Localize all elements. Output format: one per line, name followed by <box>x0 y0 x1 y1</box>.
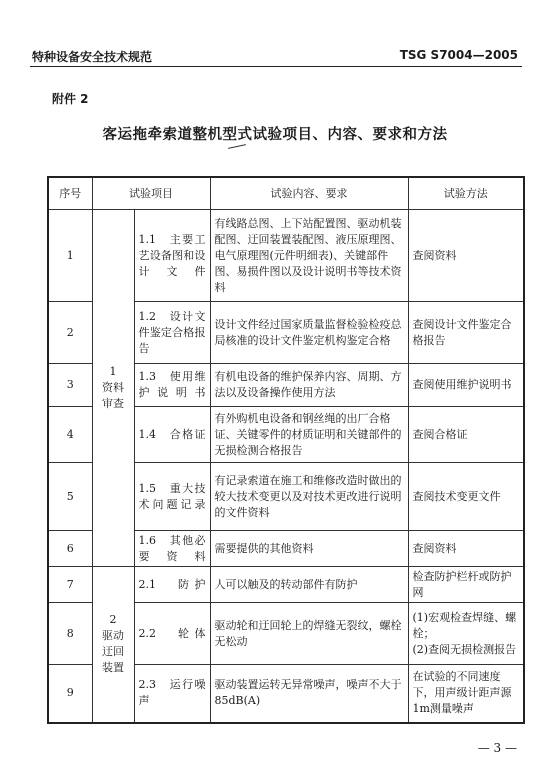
row-item: 2.3 运行噪声 <box>134 665 210 723</box>
test-items-table <box>47 176 525 724</box>
row-method: 查阅资料 <box>408 210 524 302</box>
row-content: 有外购机电设备和钢丝绳的出厂合格证、关键零件的材质证明和关键部件的无损检测合格报告 <box>210 407 408 463</box>
row-num: 1 <box>48 210 92 302</box>
row-content: 人可以触及的转动部件有防护 <box>210 567 408 603</box>
row-item: 2.1 防护 <box>134 567 210 603</box>
header-rule <box>30 66 522 67</box>
row-num: 8 <box>48 603 92 665</box>
row-content: 需要提供的其他资料 <box>210 531 408 567</box>
row-method: 查阅合格证 <box>408 407 524 463</box>
row-content: 设计文件经过国家质量监督检验检疫总局核准的设计文件鉴定机构鉴定合格 <box>210 302 408 364</box>
row-item: 1.1 主要工艺设备图和设计文件 <box>134 210 210 302</box>
header-num: 序号 <box>48 177 92 210</box>
row-content: 有记录索道在施工和维修改造时做出的较大技术变更以及对技术更改进行说明的文件资料 <box>210 463 408 531</box>
row-num: 9 <box>48 665 92 723</box>
row-num: 4 <box>48 407 92 463</box>
row-item: 1.6 其他必要资料 <box>134 531 210 567</box>
pen-mark <box>228 144 246 149</box>
row-method: (1)宏观检查焊缝、螺栓； (2)查阅无损检测报告 <box>408 603 524 665</box>
row-content: 驱动装置运转无异常噪声，噪声不大于 85dB(A) <box>210 665 408 723</box>
row-method: 查阅使用维护说明书 <box>408 364 524 407</box>
row-item: 1.2 设计文件鉴定合格报告 <box>134 302 210 364</box>
row-method: 查阅设计文件鉴定合格报告 <box>408 302 524 364</box>
row-num: 2 <box>48 302 92 364</box>
header-method: 试验方法 <box>408 177 524 210</box>
header-standard-code: TSG S7004—2005 <box>399 48 518 62</box>
header-spec-title: 特种设备安全技术规范 <box>32 50 153 64</box>
row-num: 7 <box>48 567 92 603</box>
row-num: 3 <box>48 364 92 407</box>
row-item: 2.2 轮体 <box>134 603 210 665</box>
row-num: 6 <box>48 531 92 567</box>
annex-label: 附件 2 <box>52 92 89 106</box>
row-content: 有线路总图、上下站配置图、驱动机装配图、迂回装置装配图、液压原理图、电气原理图(元件明细表)、关键部件图、易损件图以及设计说明书等技术资料 <box>210 210 408 302</box>
header-item: 试验项目 <box>92 177 210 210</box>
header-content: 试验内容、要求 <box>210 177 408 210</box>
group-label: 2 驱动 迂回 装置 <box>92 567 134 723</box>
row-item: 1.4 合格证 <box>134 407 210 463</box>
row-content: 驱动轮和迂回轮上的焊缝无裂纹，螺栓无松动 <box>210 603 408 665</box>
row-content: 有机电设备的维护保养内容、周期、方法以及设备操作使用方法 <box>210 364 408 407</box>
page-title: 客运拖牵索道整机型式试验项目、内容、要求和方法 <box>102 127 448 143</box>
page-number: — 3 — <box>477 741 517 755</box>
row-method: 检查防护栏杆或防护网 <box>408 567 524 603</box>
table-row <box>48 567 524 603</box>
row-method: 查阅资料 <box>408 531 524 567</box>
row-item: 1.5 重大技术问题记录 <box>134 463 210 531</box>
table-header-row <box>48 177 524 210</box>
row-num: 5 <box>48 463 92 531</box>
row-method: 查阅技术变更文件 <box>408 463 524 531</box>
table-row <box>48 210 524 302</box>
group-label: 1 资料 审查 <box>92 210 134 567</box>
row-method: 在试验的不同速度下，用声级计距声源1m测量噪声 <box>408 665 524 723</box>
row-item: 1.3 使用维护说明书 <box>134 364 210 407</box>
